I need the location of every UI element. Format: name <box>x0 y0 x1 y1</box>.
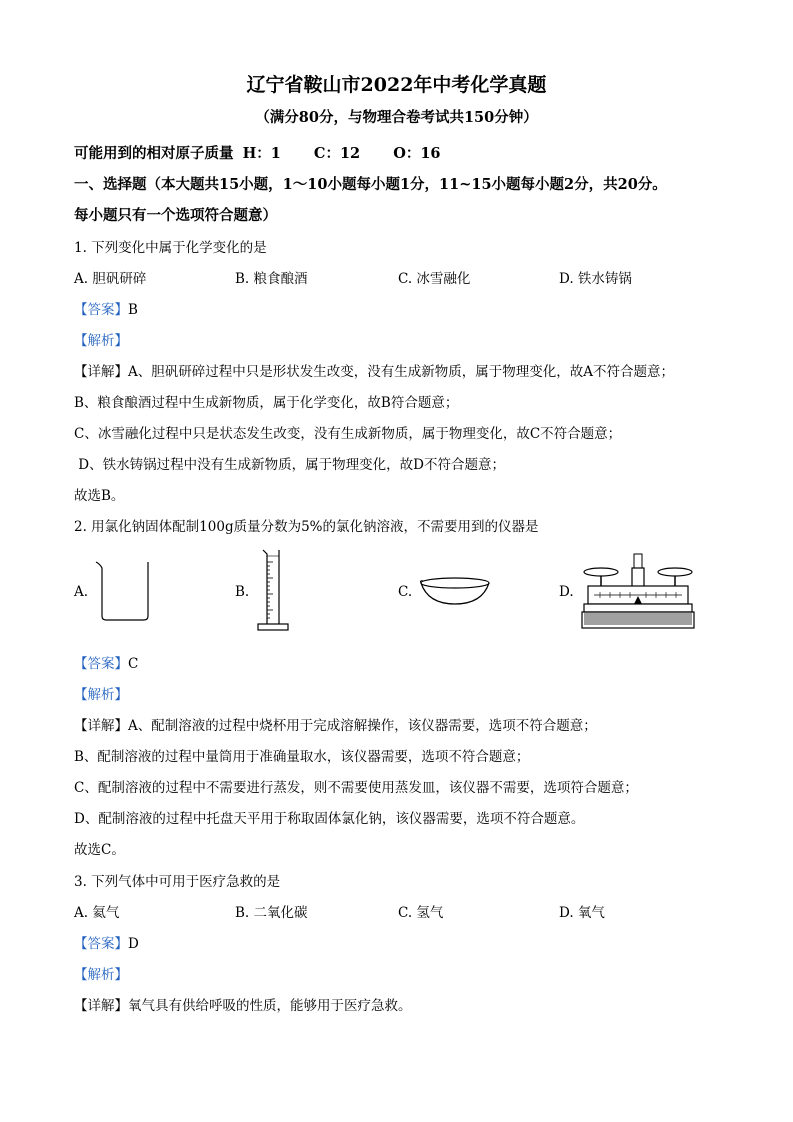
graduated-cylinder-icon <box>255 548 291 634</box>
q1-stem: 1. 下列变化中属于化学变化的是 <box>74 240 267 256</box>
page-title: 辽宁省鞍山市2022年中考化学真题 <box>246 74 547 96</box>
q1-option-c: C. 冰雪融化 <box>398 271 471 287</box>
answer-tag: 【答案】 <box>74 302 128 318</box>
atomic-mass-h: H：1 <box>242 145 281 162</box>
q2-option-b-letter: B. <box>235 584 250 600</box>
answer-tag: 【答案】 <box>74 936 128 952</box>
q3-option-a: A. 氦气 <box>74 905 120 921</box>
section-heading-line1: 一、选择题（本大题共15小题，1～10小题每小题1分，11~15小题每小题2分，共20分。 <box>74 176 667 193</box>
q1-detail-line4: D、铁水铸锅过程中没有生成新物质，属于物理变化，故D不符合题意； <box>74 457 505 473</box>
q1-analysis-line: 【解析】 <box>74 333 128 349</box>
evaporating-dish-icon <box>418 574 492 608</box>
q3-answer: D <box>128 936 139 952</box>
page-subtitle: （满分80分，与物理合卷考试共150分钟） <box>255 109 538 126</box>
q3-answer-line <box>74 932 139 952</box>
q2-detail-line4: D、配制溶液的过程中托盘天平用于称取固体氯化钠，该仪器需要，选项不符合题意。 <box>74 811 585 827</box>
atomic-mass-c: C：12 <box>313 145 361 162</box>
q3-option-d: D. 氧气 <box>559 905 605 921</box>
q2-conclusion: 故选C。 <box>74 842 125 858</box>
q3-option-c: C. 氢气 <box>398 905 444 921</box>
balance-icon <box>580 552 696 632</box>
q1-conclusion: 故选B。 <box>74 488 125 504</box>
answer-tag: 【答案】 <box>74 656 128 672</box>
q3-analysis-line: 【解析】 <box>74 967 128 983</box>
beaker-icon <box>94 558 156 624</box>
q2-detail-line1 <box>74 714 597 734</box>
q2-detail-line3: C、配制溶液的过程中不需要进行蒸发，则不需要使用蒸发皿，该仪器不需要，选项符合题意； <box>74 780 638 796</box>
q2-answer-line <box>74 652 138 672</box>
q1-answer-line <box>74 298 138 318</box>
q1-detail-line2: B、粮食酿酒过程中生成新物质，属于化学变化，故B符合题意； <box>74 395 459 411</box>
q3-detail-text: 氧气具有供给呼吸的性质，能够用于医疗急救。 <box>128 998 412 1014</box>
q2-analysis-line: 【解析】 <box>74 687 128 703</box>
q2-detail-text: A、配制溶液的过程中烧杯用于完成溶解操作，该仪器需要，选项不符合题意； <box>128 718 597 734</box>
detail-tag: 【详解】 <box>74 998 128 1014</box>
q1-option-d: D. 铁水铸锅 <box>559 271 632 287</box>
detail-tag: 【详解】 <box>74 718 128 734</box>
atomic-mass-line <box>74 142 441 163</box>
detail-tag: 【详解】 <box>74 364 128 380</box>
q1-detail-line1 <box>74 360 674 380</box>
q2-stem: 2. 用氯化钠固体配制100g质量分数为5%的氯化钠溶液，不需要用到的仪器是 <box>74 519 539 535</box>
q1-detail-text: A、胆矾研碎过程中只是形状发生改变，没有生成新物质，属于物理变化，故A不符合题意； <box>128 364 674 380</box>
q1-option-a: A. 胆矾研碎 <box>74 271 147 287</box>
q3-stem: 3. 下列气体中可用于医疗急救的是 <box>74 874 281 890</box>
q2-option-a-letter: A. <box>74 584 89 600</box>
q1-detail-line3: C、冰雪融化过程中只是状态发生改变，没有生成新物质，属于物理变化，故C不符合题意； <box>74 426 622 442</box>
q1-answer: B <box>128 302 138 318</box>
atomic-mass-label: 可能用到的相对原子质量 <box>74 145 234 162</box>
atomic-mass-o: O：16 <box>393 145 441 162</box>
q2-option-c-letter: C. <box>398 584 413 600</box>
q2-option-d-letter: D. <box>559 584 574 600</box>
q1-option-b: B. 粮食酿酒 <box>235 271 308 287</box>
section-heading-line2: 每小题只有一个选项符合题意） <box>74 207 277 224</box>
q3-option-b: B. 二氧化碳 <box>235 905 308 921</box>
q3-detail-line1 <box>74 994 412 1014</box>
q2-detail-line2: B、配制溶液的过程中量筒用于准确量取水，该仪器需要，选项不符合题意； <box>74 749 530 765</box>
q2-answer: C <box>128 656 139 672</box>
